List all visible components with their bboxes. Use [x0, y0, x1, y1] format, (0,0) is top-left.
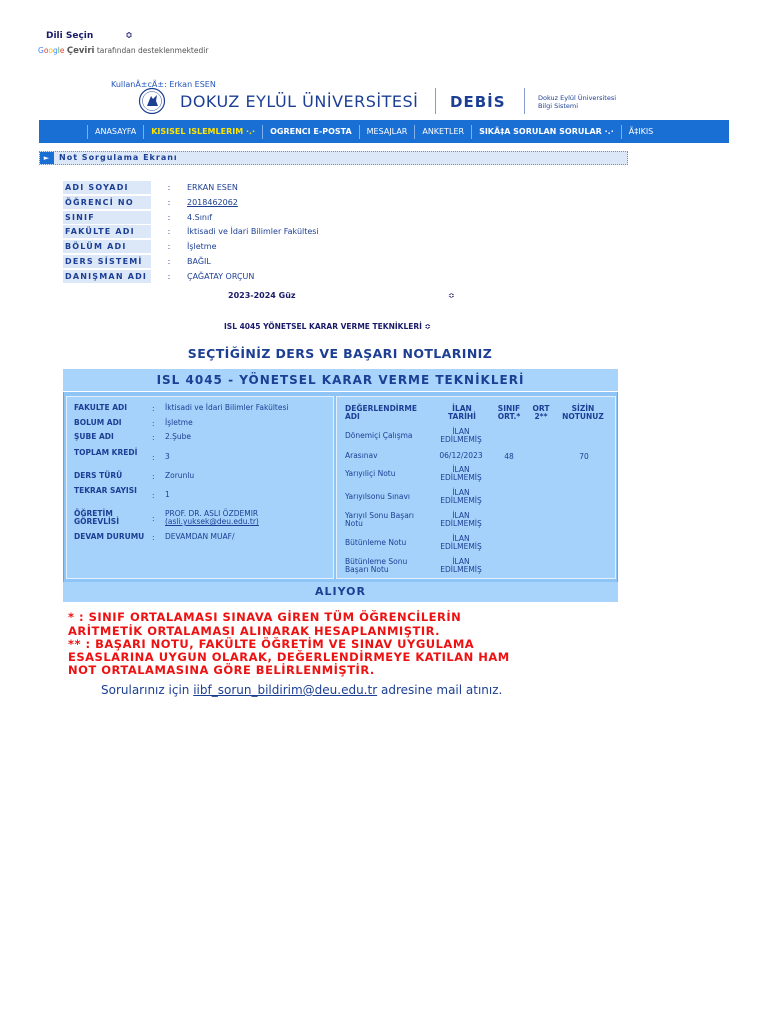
info-row-advisor [63, 269, 254, 283]
course-detail-colon: : [152, 514, 155, 523]
grade-header-date: İLAN TARİHİ [448, 404, 476, 421]
main-navbar [39, 120, 729, 143]
header-divider [524, 88, 525, 114]
grade-header-avg: SINIF ORT.* [497, 404, 521, 421]
info-colon: : [167, 241, 171, 251]
instructor-name: PROF. DR. ASLI ÖZDEMIR [165, 509, 259, 518]
info-value: BAĞIL [187, 256, 211, 266]
info-row-student-no [63, 195, 238, 209]
contact-email-link[interactable]: iibf_sorun_bildirim@deu.edu.tr [193, 683, 378, 697]
system-subtitle-line1: Dokuz Eylül Üniversitesi [538, 94, 617, 102]
grade-class-average: 48 [504, 452, 514, 461]
info-label: FAKÜLTE ADI [63, 225, 151, 238]
student-no-link[interactable]: 2018462062 [187, 197, 238, 207]
course-title: ISL 4045 - YÖNETSEL KARAR VERME TEKNİKLERİ [63, 369, 618, 392]
course-select[interactable]: ISL 4045 YÖNETSEL KARAR VERME TEKNİKLERİ ≎ [224, 322, 431, 331]
course-detail-value: İşletme [165, 418, 193, 427]
language-select-arrow-icon[interactable]: ≎ [125, 31, 133, 41]
google-translate-credit [38, 46, 208, 56]
section-title-text: Not Sorgulama Ekranı [59, 153, 178, 162]
instructor-email-link[interactable]: (asli.yuksek@deu.edu.tr) [165, 517, 259, 526]
info-value: 4.Sınıf [187, 212, 213, 222]
course-detail-colon: : [152, 472, 155, 481]
grades-heading: SEÇTİĞİNİZ DERS VE BAŞARI NOTLARINIZ [187, 346, 493, 361]
grades-panel [336, 396, 616, 579]
course-detail-label: TOPLAM KREDİ [74, 448, 138, 457]
course-detail-colon: : [152, 491, 155, 500]
course-detail-value [165, 510, 325, 526]
section-arrow-icon: ► [40, 152, 54, 164]
grade-header-name: DEĞERLENDİRME ADI [345, 404, 417, 421]
course-detail-value: DEVAMDAN MUAF/ [165, 532, 235, 541]
course-detail-label: DERS TÜRÜ [74, 471, 123, 480]
contact-suffix: adresine mail atınız. [380, 683, 503, 697]
nav-personal[interactable]: KISISEL ISLEMLERIM ·.· [143, 125, 262, 139]
course-detail-colon: : [152, 433, 155, 442]
note-line: ** : BAŞARI NOTU, FAKÜLTE ÖĞRETİM VE SINAV UYGULAMA [68, 637, 475, 651]
grade-name: Yarıyıl Sonu Başarı Notu [345, 511, 414, 528]
system-name: DEBİS [450, 93, 506, 111]
info-row-course-system [63, 254, 211, 268]
system-subtitle [538, 94, 616, 110]
course-detail-colon: : [152, 533, 155, 542]
university-logo-icon [138, 87, 166, 115]
course-detail-label: BOLUM ADI [74, 418, 122, 427]
course-detail-value: İktisadi ve İdari Bilimler Fakültesi [165, 403, 289, 412]
university-name: DOKUZ EYLÜL ÜNİVERSİTESİ [180, 92, 419, 111]
info-label: ÖĞRENCİ NO [63, 196, 151, 209]
info-row-department [63, 239, 217, 253]
grade-name: Bütünleme Notu [345, 538, 407, 547]
info-label: DANIŞMAN ADI [63, 270, 151, 283]
grade-date: İLAN EDİLMEMİŞ [440, 427, 482, 444]
info-row-name [63, 180, 238, 194]
grade-name: Bütünleme Sonu Başarı Notu [345, 557, 408, 574]
note-line: ARİTMETİK ORTALAMASI ALINARAK HESAPLANMIŞTIR. [68, 624, 441, 638]
note-line: NOT ORTALAMASINA GÖRE BELİRLENMİŞTİR. [68, 663, 375, 677]
powered-text: tarafından desteklenmektedir [96, 46, 209, 55]
grade-date: 06/12/2023 [439, 451, 483, 460]
nav-home[interactable]: ANASAYFA [87, 125, 143, 139]
language-select[interactable] [46, 31, 133, 41]
info-colon: : [167, 226, 171, 236]
ceviri-link[interactable]: Çeviri [66, 46, 95, 56]
grade-your-note: 70 [579, 452, 589, 461]
grade-name: Yarıyılsonu Sınavı [345, 492, 411, 501]
course-detail-label: DEVAM DURUMU [74, 532, 145, 541]
info-colon: : [167, 256, 171, 266]
course-status: ALIYOR [63, 582, 618, 602]
nav-faq[interactable]: SIKÃ‡A SORULAN SORULAR ·.· [471, 125, 621, 139]
course-detail-value: 2.Şube [165, 432, 192, 441]
info-label: ADI SOYADI [63, 181, 151, 194]
course-detail-value: Zorunlu [165, 471, 195, 480]
course-detail-label: ŞUBE ADI [74, 432, 114, 441]
nav-logout[interactable]: Ã‡IKIS [621, 125, 661, 139]
grade-date: İLAN EDİLMEMİŞ [440, 465, 482, 482]
course-detail-label: ÖĞRETİM GÖREVLİSİ [74, 509, 119, 526]
info-label: DERS SİSTEMİ [63, 255, 151, 268]
info-colon: : [167, 197, 171, 207]
grade-name: Dönemiçi Çalışma [345, 431, 413, 440]
grade-header-note: SİZİN NOTUNUZ [562, 404, 604, 421]
term-select-arrow-icon[interactable]: ≎ [448, 291, 455, 300]
grade-name: Yarıyıliçi Notu [345, 469, 396, 478]
header-divider [435, 88, 436, 114]
note-line: * : SINIF ORTALAMASI SINAVA GİREN TÜM ÖĞRENCİLERİN [68, 610, 462, 624]
nav-surveys[interactable]: ANKETLER [414, 125, 471, 139]
info-colon: : [167, 212, 171, 222]
grade-date: İLAN EDİLMEMİŞ [440, 557, 482, 574]
course-detail-colon: : [152, 404, 155, 413]
grade-date: İLAN EDİLMEMİŞ [440, 534, 482, 551]
info-colon: : [167, 182, 171, 192]
info-colon: : [167, 271, 171, 281]
info-row-class [63, 210, 212, 224]
info-label: BÖLÜM ADI [63, 240, 151, 253]
info-value: İktisadi ve İdari Bilimler Fakültesi [187, 226, 319, 236]
contact-line [101, 683, 502, 697]
user-line: KullanÄ±cÄ±: Erkan ESEN [111, 80, 216, 89]
info-value: ERKAN ESEN [187, 182, 238, 192]
info-value: İşletme [187, 241, 217, 251]
system-subtitle-line2: Bilgi Sistemi [538, 102, 579, 110]
grade-name: Arasınav [345, 451, 378, 460]
info-value: ÇAĞATAY ORÇUN [187, 271, 255, 281]
note-line: ESASLARINA UYGUN OLARAK, DEĞERLENDİRMEYE KATILAN HAM [68, 650, 510, 664]
info-label: SINIF [63, 211, 151, 224]
grade-header-avg2: ORT 2** [532, 404, 550, 421]
language-select-label: Dili Seçin [46, 31, 94, 41]
info-row-faculty [63, 224, 319, 238]
contact-prefix: Sorularınız için [101, 683, 190, 697]
grade-date: İLAN EDİLMEMİŞ [440, 511, 482, 528]
course-detail-colon: : [152, 453, 155, 462]
nav-messages[interactable]: MESAJLAR [359, 125, 415, 139]
course-detail-value: 1 [165, 490, 170, 499]
nav-student-email[interactable]: OGRENCI E-POSTA [262, 125, 359, 139]
section-title [39, 151, 628, 165]
term-select[interactable]: 2023-2024 Güz [228, 291, 296, 300]
course-detail-colon: : [152, 419, 155, 428]
course-detail-label: FAKULTE ADI [74, 403, 128, 412]
grade-date: İLAN EDİLMEMİŞ [440, 488, 482, 505]
course-detail-value: 3 [165, 452, 170, 461]
google-logo: Google [38, 46, 65, 55]
course-detail-label: TEKRAR SAYISI [74, 486, 137, 495]
